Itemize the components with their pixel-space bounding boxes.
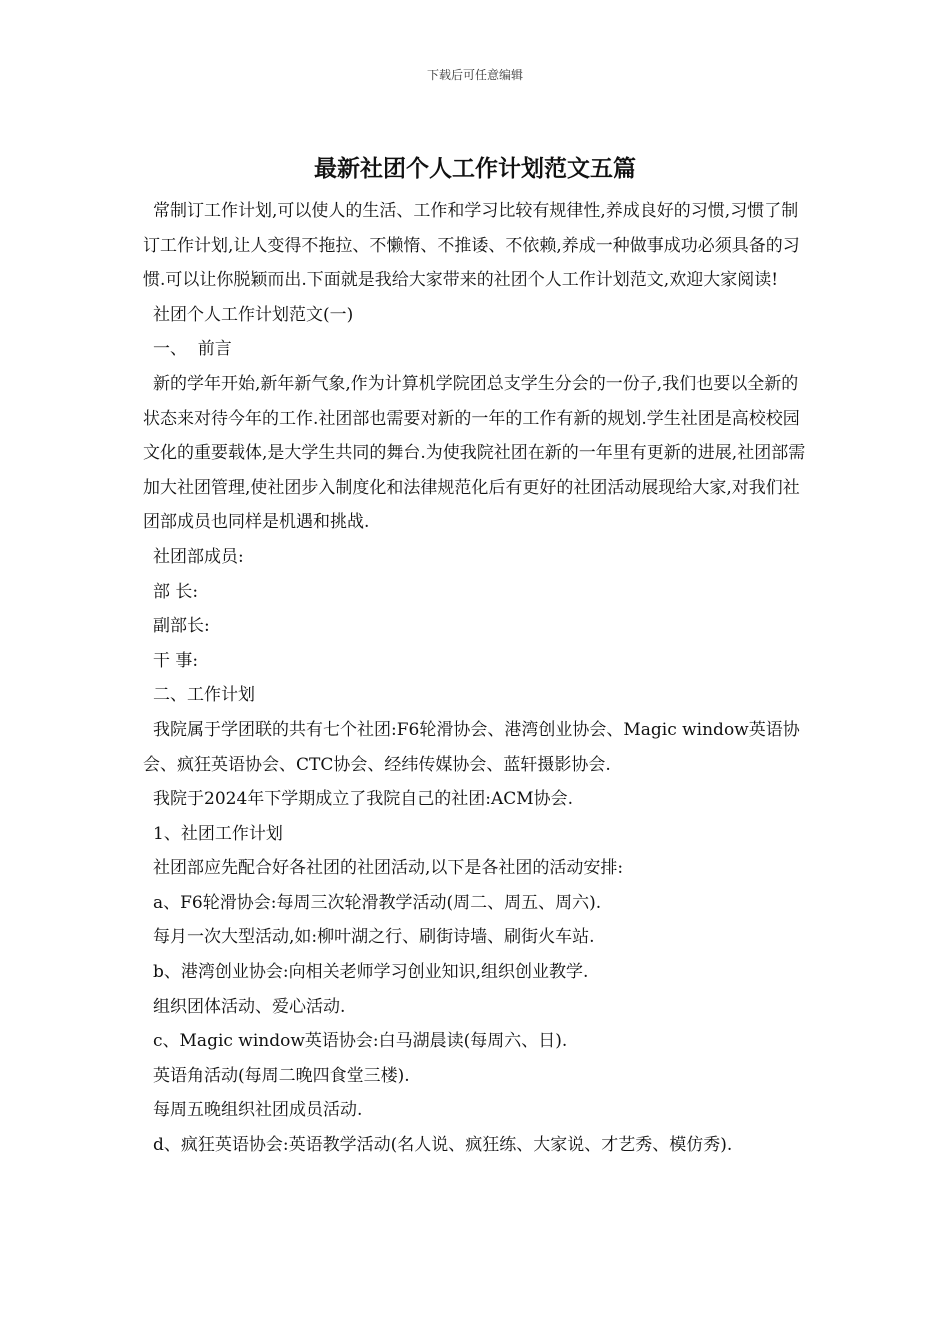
member-director: 部 长: bbox=[153, 581, 199, 602]
acm-paragraph: 我院于2024年下学期成立了我院自己的社团:ACM协会. bbox=[153, 789, 574, 810]
list-item: a、F6轮滑协会:每周三次轮滑教学活动(周二、周五、周六). bbox=[153, 892, 602, 913]
list-item: 组织团体活动、爱心活动. bbox=[153, 996, 346, 1017]
section-heading-1: 社团个人工作计划范文(一) bbox=[153, 304, 354, 325]
list-item: b、港湾创业协会:向相关老师学习创业知识,组织创业教学. bbox=[153, 962, 589, 983]
member-staff: 干 事: bbox=[153, 650, 199, 671]
intro-paragraph: 常制订工作计划,可以使人的生活、工作和学习比较有规律性,养成良好的习惯,习惯了制订工作计划,让人变得不拖拉、不懒惰、不推诿、不依赖,养成一种做事成功必须具备的习惯.可以让你脱颖而出.下面就是我给大家带来的社团个人工作计划范文,欢迎大家阅读! bbox=[143, 201, 800, 291]
member-deputy: 副部长: bbox=[153, 616, 210, 637]
document-title: 最新社团个人工作计划范文五篇 bbox=[314, 156, 636, 182]
list-item: 每周五晚组织社团成员活动. bbox=[153, 1100, 363, 1121]
list-item: d、疯狂英语协会:英语教学活动(名人说、疯狂练、大家说、才艺秀、模仿秀). bbox=[153, 1135, 733, 1156]
club-plan-intro: 社团部应先配合好各社团的社团活动,以下是各社团的活动安排: bbox=[153, 858, 624, 879]
document-body bbox=[143, 194, 815, 1163]
preface-paragraph: 新的学年开始,新年新气象,作为计算机学院团总支学生分会的一份子,我们也要以全新的状态来对待今年的工作.社团部也需要对新的一年的工作有新的规划.学生社团是高校校园文化的重要载体,是大学生共同的舞台.为使我院社团在新的一年里有更新的进展,社团部需加大社团管理,使社团步入制度化和法律规范化后有更好的社团活动展现给大家,对我们社团部成员也同样是机遇和挑战. bbox=[143, 373, 806, 533]
clubs-paragraph: 我院属于学团联的共有七个社团:F6轮滑协会、港湾创业协会、Magic window英语协会、疯狂英语协会、CTC协会、经纬传媒协会、蓝轩摄影协会. bbox=[143, 719, 800, 775]
header-note: 下载后可任意编辑 bbox=[426, 68, 523, 82]
heading-work-plan: 二、工作计划 bbox=[153, 685, 255, 706]
heading-club-plan: 1、社团工作计划 bbox=[153, 823, 283, 844]
list-item: 每月一次大型活动,如:柳叶湖之行、刷街诗墙、刷街火车站. bbox=[153, 927, 595, 948]
heading-preface: 一、 前言 bbox=[153, 339, 232, 360]
list-item: c、Magic window英语协会:白马湖晨读(每周六、日). bbox=[153, 1031, 568, 1052]
list-item: 英语角活动(每周二晚四食堂三楼). bbox=[153, 1065, 410, 1086]
members-label: 社团部成员: bbox=[153, 546, 244, 567]
